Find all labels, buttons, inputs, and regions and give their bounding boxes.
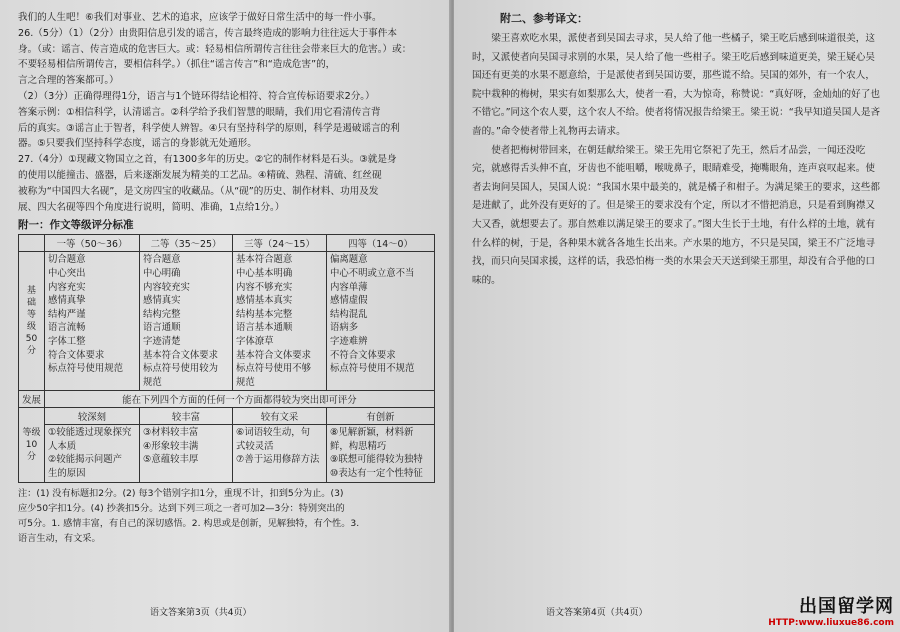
- criterion-item: 中心明确: [143, 267, 181, 279]
- criterion-item: 不符合文体要求: [330, 349, 396, 361]
- criterion-item: 结构完整: [143, 308, 181, 320]
- translation-paragraph: 使者把梅树带回来，在朝廷献给梁王。梁王先用它祭祀了先王，然后才品尝，一闻还没吃完，就感得舌头伸不直，牙齿也不能咀嚼，喉咙鼻子，眼睛难受，掩嘴眼角，连声哀叹起来。使者去询问吴国人，吴国人说：“我国水果中最美的，就是橘子和柑子。为满足梁王的要求，这些都是进献了，此外没有更好的了。但是梁王的要求没有个定，所以才不惜把消息，只是看到胸襟又大又香，就想要去了。那自然难以满足梁王的要求了。”图大生长于土地，有什么样的土地，就有什么样的树，于是，各种果木就各各地生长出来。产水果的地方，不只是吴国，梁王不广泛地寻找，而只向吴国求援，这样的话，我恐怕梅一类的水果会天天送到梁王那里，却没有合乎他的口味的。: [472, 144, 880, 286]
- criterion-item: 标点符号使用不够: [236, 363, 312, 375]
- answer-line: 展、四大名砚等四个角度进行说明，简明、准确，1点给1分。）: [18, 201, 285, 213]
- watermark-url: HTTP:www.liuxue86.com: [768, 618, 894, 628]
- page-footer-right: 语文答案第4页（共4页）: [546, 608, 648, 618]
- basic-level-row: [19, 252, 435, 391]
- dev-col-3: [233, 425, 327, 482]
- criterion-item: 语病多: [330, 322, 359, 334]
- dev-col-4: [327, 425, 435, 482]
- criterion-item: 内容单薄: [330, 281, 368, 293]
- note-line: 注：(1) 没有标题扣2分。(2) 每3个错别字扣1分，重现不计，扣到5分为止。(3): [18, 487, 344, 499]
- basic-col-2: [140, 252, 233, 391]
- translation-title: 附二、参考译文：: [500, 12, 588, 25]
- rubric-notes: [18, 486, 438, 546]
- answer-line: 27.（4分）①现藏文物国立之首，有1300多年的历史。②它的制作材料是石头。③就是身: [18, 154, 397, 166]
- criterion-item: 感情真实: [143, 295, 181, 307]
- site-watermark: [768, 592, 894, 628]
- answer-text-block: [18, 10, 438, 215]
- criterion-item: 基本符合文体要求: [236, 349, 312, 361]
- note-line: 应少50字扣1分。(4) 抄袭扣5分。达到下列三项之一者可加2—3分：特别突出的: [18, 502, 345, 514]
- answer-line: 26.（5分）（1）（2分）由贵阳信息引发的谣言，传言最终造成的影响力往往远大于事件本: [18, 27, 397, 39]
- criterion-item: 内容较充实: [143, 281, 190, 293]
- answer-line: 不要轻易相信所谓传言，要相信科学。）（抓住“谣言传言”和“造成危害”的，: [18, 59, 336, 71]
- criterion-item: 结构严谨: [48, 308, 86, 320]
- criterion-item: 切合题意: [48, 254, 86, 266]
- grade-header: 四等（14～0）: [327, 235, 435, 252]
- grade-header: 一等（50～36）: [45, 235, 140, 252]
- criterion-item: ②较能揭示问题产: [48, 454, 123, 466]
- criterion-item: 符合题意: [143, 254, 181, 266]
- criterion-item: 中心不明或立意不当: [330, 267, 415, 279]
- criterion-item: 感情虚假: [330, 295, 368, 307]
- criterion-item: 规范: [143, 376, 162, 388]
- rubric-table: [18, 234, 435, 482]
- criterion-item: ④形象较丰满: [143, 440, 199, 452]
- answer-line: 我们的人生吧！⑥我们对事业、艺术的追求，应该学于做好日常生活中的每一件小事。: [18, 12, 382, 23]
- basic-col-3: [233, 252, 327, 391]
- development-row: [19, 391, 435, 408]
- criterion-item: 结构混乱: [330, 308, 368, 320]
- development-label: 发展: [19, 391, 45, 408]
- basic-col-1: [45, 252, 140, 391]
- basic-col-4: [327, 252, 435, 391]
- grade-header: 二等（35～25）: [140, 235, 233, 252]
- criterion-item: 字迹清楚: [143, 335, 181, 347]
- dev-header: 较有文采: [233, 408, 327, 425]
- right-page: [454, 0, 900, 632]
- dev-header: 较深刻: [45, 408, 140, 425]
- criterion-item: 语言流畅: [48, 322, 86, 334]
- criterion-item: ⑥词语较生动，句: [236, 427, 311, 439]
- answer-line: 言之合理的答案都可。）: [18, 75, 119, 87]
- criterion-item: ⑩表达有一定个性特征: [330, 468, 423, 480]
- criterion-item: 语言通顺: [143, 322, 181, 334]
- note-line: 语言生动，有文采。: [18, 532, 101, 544]
- grade-header: 三等（24～15）: [233, 235, 327, 252]
- criterion-item: 感情真挚: [48, 295, 86, 307]
- criterion-item: 偏离题意: [330, 254, 368, 266]
- page-footer-left: 语文答案第3页（共4页）: [150, 608, 252, 618]
- answer-line: 身。（或：谣言、传言造成的危害巨大。或：轻易相信所谓传言往往会带来巨大的危害。）或：: [18, 43, 412, 55]
- answer-line: （2）（3分）正确得理得1分，语言与1个链环得结论相符、符合宣传标语要求2分。）: [18, 90, 375, 102]
- answer-line: 后的真实。③谣言止于智者，科学使人辨智。④只有坚持科学的原则，科学是遏破谣言的利: [18, 122, 400, 134]
- criterion-item: ⑤意蕴较丰厚: [143, 454, 199, 466]
- rubric-title: 附一：作文等级评分标准: [18, 219, 134, 232]
- criterion-item: 生的原因: [48, 468, 86, 480]
- dev-col-2: [140, 425, 233, 482]
- answer-line: 答案示例：①相信科学，认清谣言。②科学给予我们智慧的眼睛，我们用它看清传言背: [18, 106, 381, 118]
- basic-level-label: 基 础 等 级 50分: [19, 252, 45, 391]
- translation-paragraph: 梁王喜欢吃水果，派使者到吴国去寻求，吴人给了他一些橘子，梁王吃后感到味道很美，这时，又派使者向吴国寻求别的水果，吴人给了他一些柑子。梁王吃后感到味道更美，梁王疑心吴国还有更美的水果不愿意给，于是派使者到吴国访要，那些谎不给。吴国的郊外，有一个农人，院中栽种的梅树，果实有如梨那么大，使者一看，大为惊奇，称赞说：“真好呀，金灿灿的好了也不错它。”同这个农人要，这个农人不给。使者将情况报告给梁王。梁王说：“我早知道吴国人是吝啬的。”命令使者带上礼物再去请求。: [472, 33, 881, 137]
- criterion-item: 符合文体要求: [48, 349, 105, 361]
- dev-col-1: [45, 425, 140, 482]
- criterion-item: 规范: [236, 376, 255, 388]
- criterion-item: 语言基本通顺: [236, 322, 293, 334]
- watermark-text: 出国留学网: [799, 596, 894, 617]
- criterion-item: 内容充实: [48, 281, 86, 293]
- development-criteria-row: [19, 425, 435, 482]
- criterion-item: ③材料较丰富: [143, 427, 199, 439]
- criterion-item: 基本符合文体要求: [143, 349, 219, 361]
- criterion-item: 标点符号使用不规范: [330, 363, 415, 375]
- development-text: 能在下列四个方面的任何一个方面都得较为突出即可评分: [45, 391, 435, 408]
- criterion-item: ⑧见解新颖，材料新: [330, 427, 414, 439]
- criterion-item: 人本质: [48, 440, 77, 452]
- criterion-item: 内容不够充实: [236, 281, 293, 293]
- criterion-item: 标点符号使用较为: [143, 363, 219, 375]
- criterion-item: 中心突出: [48, 267, 86, 279]
- criterion-item: 中心基本明确: [236, 267, 293, 279]
- criterion-item: 式较灵活: [236, 440, 274, 452]
- dev-header: 有创新: [327, 408, 435, 425]
- criterion-item: 鲜，构思精巧: [330, 440, 387, 452]
- criterion-item: 字迹难辨: [330, 335, 368, 347]
- criterion-item: 字体潦草: [236, 335, 274, 347]
- note-line: 可5分。1. 感情丰富，有自己的深切感悟。2. 构思或是创新，见解独特，有个性。3.: [18, 517, 360, 529]
- dev-header: 较丰富: [140, 408, 233, 425]
- rubric-header-row: [19, 235, 435, 252]
- development-header-row: [19, 408, 435, 425]
- criterion-item: 基本符合题意: [236, 254, 293, 266]
- criterion-item: 结构基本完整: [236, 308, 293, 320]
- answer-line: 的使用以能撞击、盛器，后来逐渐发展为精美的工艺品。④精硫、熟程、清硫、红丝砚: [18, 169, 382, 181]
- answer-line: 器。⑤只要我们坚持科学态度，谣言的身影就无处遁形。: [18, 138, 257, 150]
- criterion-item: ⑦善于运用修辞方法: [236, 454, 320, 466]
- criterion-item: 字体工整: [48, 335, 86, 347]
- development-level-label: 等级 10分: [19, 408, 45, 482]
- criterion-item: ①较能透过现象探究: [48, 427, 132, 439]
- criterion-item: ⑨联想可能得较为独特: [330, 454, 423, 466]
- answer-line: 被称为“中国四大名砚”，是文房四宝的收藏品。（从“砚”的历史、制作材料、功用及发: [18, 185, 379, 197]
- criterion-item: 标点符号使用规范: [48, 363, 124, 375]
- corner-cell: [19, 235, 45, 252]
- criterion-item: 感情基本真实: [236, 295, 293, 307]
